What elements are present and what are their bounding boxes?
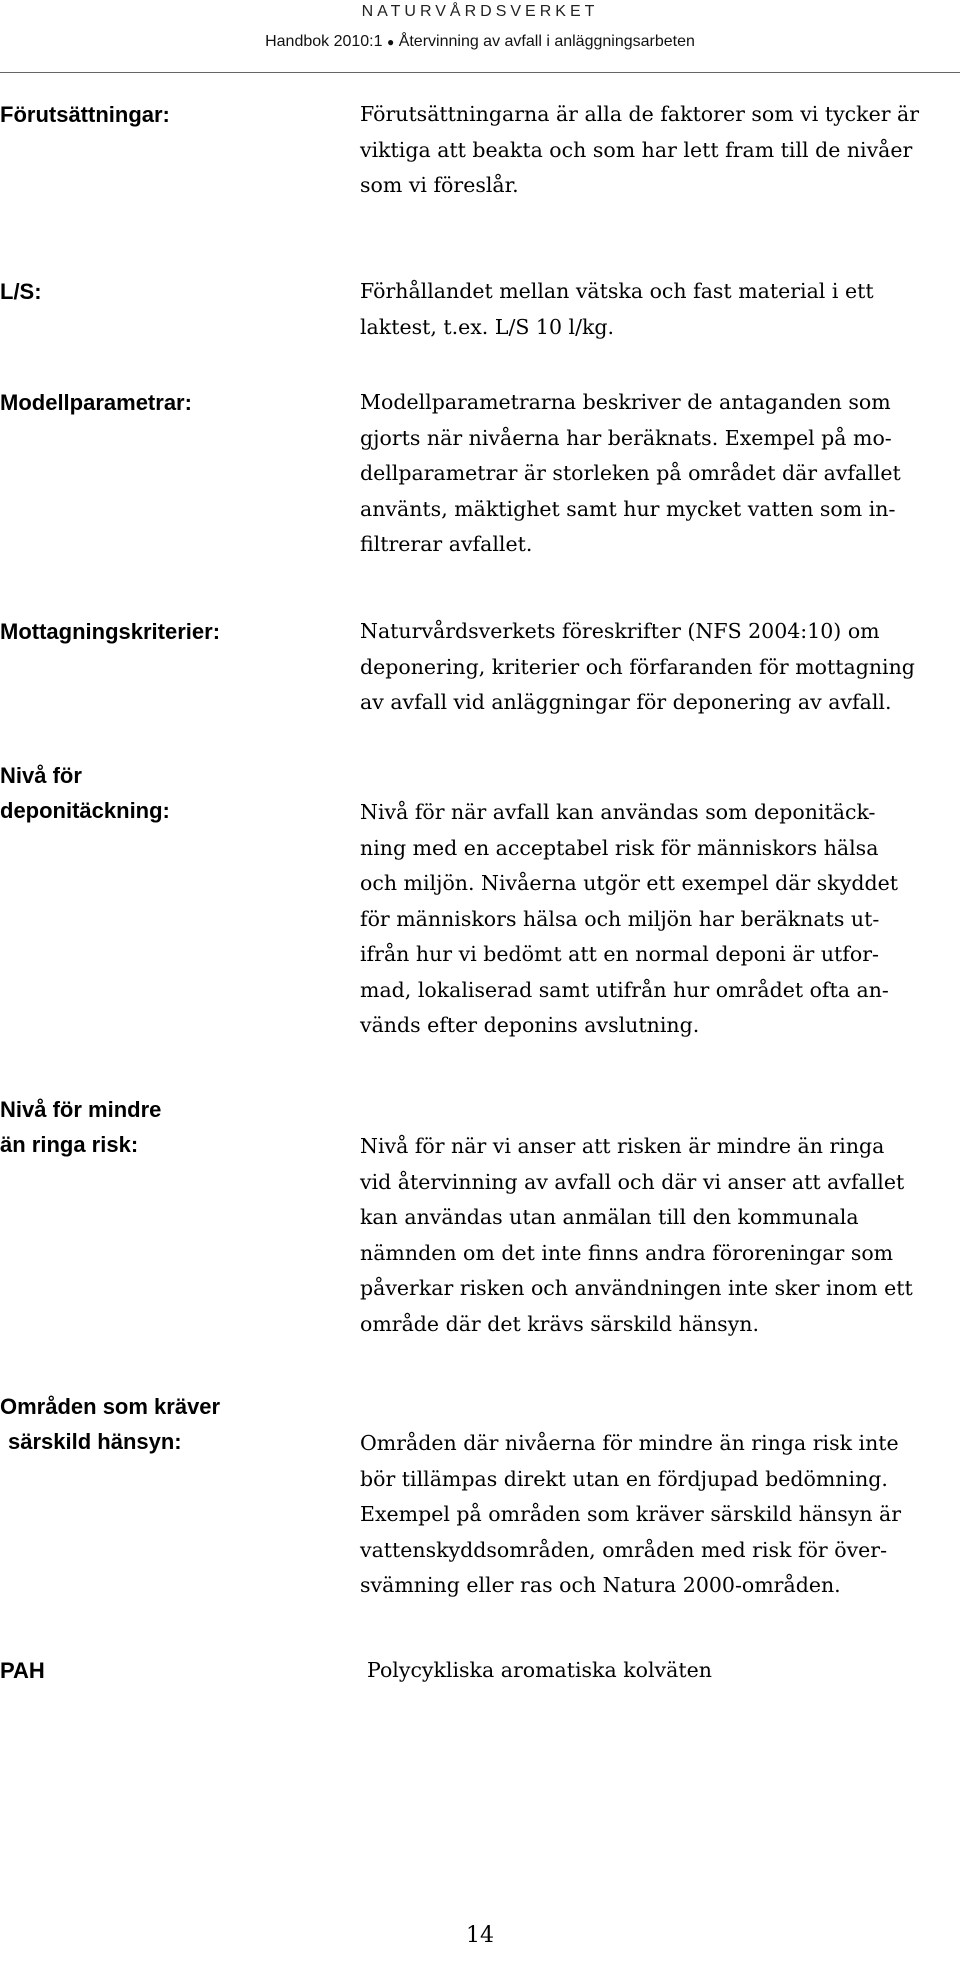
- term-pah: PAH: [0, 1658, 45, 1683]
- handbook-number: Handbok 2010:1: [265, 33, 383, 50]
- bullet-separator: ●: [386, 34, 395, 49]
- term-line: Områden som kräver: [0, 1394, 221, 1419]
- term-line: Nivå för mindre: [0, 1097, 162, 1122]
- definition-line: Polycykliska aromatiska kolväten: [367, 1658, 712, 1682]
- definition-line: Exempel på områden som kräver särskild hänsyn är: [360, 1502, 902, 1526]
- definition-line: filtrerar avfallet.: [360, 532, 533, 556]
- definition-forutsattningar: [360, 97, 955, 204]
- header-divider: [0, 72, 960, 73]
- definition-ls: [360, 274, 955, 345]
- definition-line: Områden där nivåerna för mindre än ringa risk inte: [360, 1431, 899, 1455]
- definition-pah: [367, 1653, 960, 1689]
- term-omraden-som-kraver-sarskild-hansyn: [0, 1389, 320, 1459]
- definition-line: Förutsättningarna är alla de faktorer som vi tycker är: [360, 102, 920, 126]
- definition-line: ifrån hur vi bedömt att en normal deponi är utfor-: [360, 942, 879, 966]
- definition-line: kan användas utan anmälan till den kommunala: [360, 1205, 859, 1229]
- definition-line: laktest, t.ex. L/S 10 l/kg.: [360, 314, 615, 339]
- definition-line: Modellparametrarna beskriver de antaganden som: [360, 390, 891, 414]
- definition-line: nämnden om det inte finns andra föroreningar som: [360, 1240, 894, 1265]
- definition-line: Nivå för när vi anser att risken är mindre än ringa: [360, 1134, 885, 1158]
- definition-line: Naturvårdsverkets föreskrifter (NFS 2004:10) om: [360, 619, 880, 643]
- term-line: särskild hänsyn:: [8, 1429, 182, 1454]
- definition-line: dellparametrar är storleken på området där avfallet: [360, 461, 901, 485]
- definition-line: av avfall vid anläggningar för deponering av avfall.: [360, 690, 892, 714]
- definition-omraden-som-kraver-sarskild-hansyn: [360, 1426, 955, 1604]
- handbook-subtitle: [0, 33, 960, 51]
- definition-line: svämning eller ras och Natura 2000-områden.: [360, 1573, 841, 1597]
- definition-modellparametrar: [360, 385, 955, 563]
- definition-line: för människors hälsa och miljön har beräknats ut-: [360, 906, 880, 931]
- definition-line: som vi föreslår.: [360, 173, 519, 197]
- term-mottagningskriterier: Mottagningskriterier:: [0, 619, 221, 644]
- definition-line: Förhållandet mellan vätska och fast material i ett: [360, 279, 874, 303]
- term-line: än ringa risk:: [0, 1132, 139, 1157]
- definition-line: viktiga att beakta och som har lett fram till de nivåer: [360, 137, 913, 162]
- definition-line: Nivå för när avfall kan användas som deponitäck-: [360, 800, 876, 824]
- definition-line: och miljön. Nivåerna utgör ett exempel där skyddet: [360, 871, 898, 895]
- definition-line: använts, mäktighet samt hur mycket vatten som in-: [360, 496, 896, 521]
- definition-line: mad, lokaliserad samt utifrån hur området ofta an-: [360, 977, 889, 1002]
- organization-name: NATURVÅRDSVERKET: [361, 3, 599, 20]
- definition-line: vid återvinning av avfall och där vi anser att avfallet: [360, 1169, 905, 1194]
- term-modellparametrar: Modellparametrar:: [0, 390, 192, 415]
- definition-mottagningskriterier: [360, 614, 955, 721]
- definition-line: påverkar risken och användningen inte sker inom ett: [360, 1276, 913, 1300]
- definition-line: område där det krävs särskild hänsyn.: [360, 1311, 759, 1336]
- handbook-title: Återvinning av avfall i anläggningsarbeten: [398, 33, 695, 50]
- definition-niva-for-mindre-an-ringa-risk: [360, 1129, 955, 1342]
- term-line: Nivå för: [0, 763, 82, 788]
- definition-line: ning med en acceptabel risk för människors hälsa: [360, 835, 879, 860]
- definition-line: vänds efter deponins avslutning.: [360, 1013, 700, 1037]
- definition-line: bör tillämpas direkt utan en fördjupad bedömning.: [360, 1466, 888, 1491]
- definition-line: deponering, kriterier och förfaranden för mottagning: [360, 654, 915, 679]
- term-forutsattningar: Förutsättningar:: [0, 102, 170, 127]
- term-niva-for-mindre-an-ringa-risk: [0, 1092, 320, 1162]
- term-ls: L/S:: [0, 279, 42, 304]
- definition-line: gjorts när nivåerna har beräknats. Exempel på mo-: [360, 425, 892, 450]
- definition-niva-for-deponitackning: [360, 795, 955, 1044]
- term-line: deponitäckning:: [0, 798, 170, 823]
- page-number: 14: [466, 1923, 494, 1948]
- term-niva-for-deponitackning: [0, 758, 320, 828]
- definition-line: vattenskyddsområden, områden med risk för över-: [360, 1537, 888, 1562]
